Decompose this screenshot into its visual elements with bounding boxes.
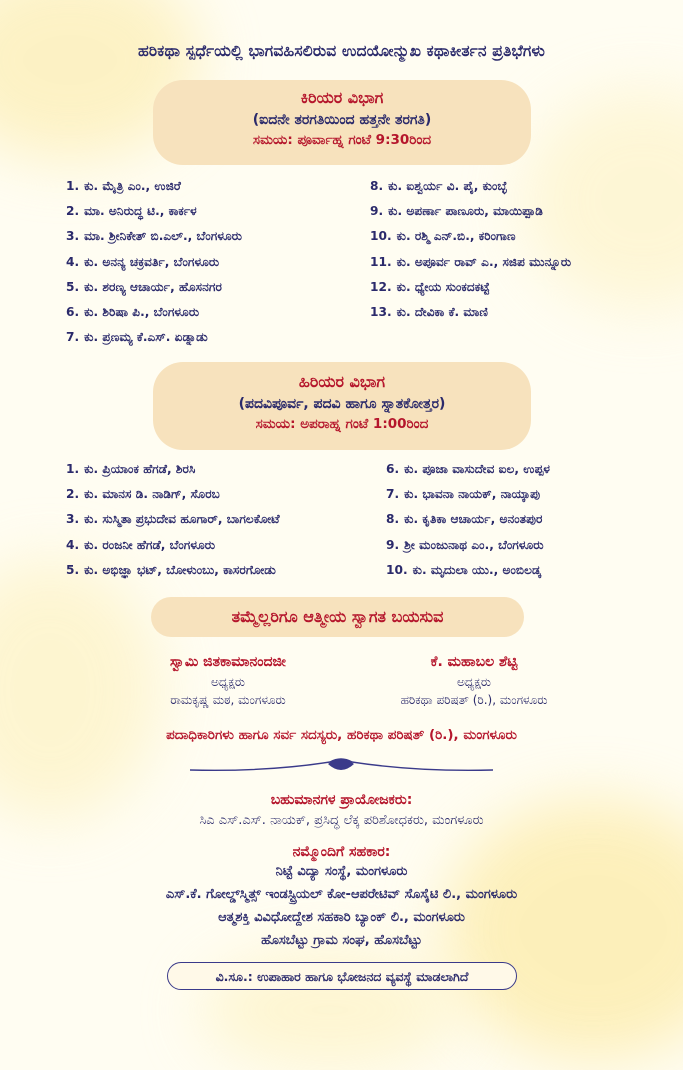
- page-title: ಹರಿಕಥಾ ಸ್ಪರ್ಧೆಯಲ್ಲಿ ಭಾಗವಹಿಸಲಿರುವ ಉದಯೋನ್ಮುಖ ಕಥಾಕೀರ್ತನ ಪ್ರತಿಭೆಗಳು: [137, 42, 546, 60]
- list-item: 7. ಕು. ಪ್ರಣಮ್ಯ ಕೆ.ಎಸ್. ಏಡ್ನಾಡು: [66, 330, 208, 345]
- sponsors-heading: ಬಹುಮಾನಗಳ ಪ್ರಾಯೋಜಕರು:: [270, 792, 413, 808]
- list-item: 11. ಕು. ಅಪೂರ್ವ ರಾವ್ ಎ., ಸಜಿಪ ಮುನ್ನೂರು: [370, 254, 572, 269]
- list-item: 10. ಕು. ಮೃದುಲಾ ಯು., ಅಂಬಿಲಡ್ಕ: [386, 562, 541, 577]
- list-item: 5. ಕು. ಶರಣ್ಯ ಆಚಾರ್ಯ, ಹೊಸನಗರ: [66, 279, 222, 294]
- list-item: 1. ಕು. ಪ್ರಿಯಾಂಕ ಹೆಗಡೆ, ಶಿರಸಿ: [66, 462, 196, 476]
- list-item: 7. ಕು. ಭಾವನಾ ನಾಯಕ್, ನಾಯ್ಕಾಪು: [386, 487, 541, 502]
- list-item: 6. ಕು. ಪೂಜಾ ವಾಸುದೇವ ಐಲ, ಉಪ್ಪಳ: [386, 462, 550, 476]
- list-item: 4. ಕು. ಅನನ್ಯ ಚಕ್ರವರ್ತಿ, ಬೆಂಗಳೂರು: [66, 254, 220, 269]
- junior-heading: ಕಿರಿಯರ ವಿಭಾಗ: [300, 88, 384, 107]
- ornamental-divider: [190, 752, 493, 782]
- senior-subheading: (ಪದವಿಪೂರ್ವ, ಪದವಿ ಹಾಗೂ ಸ್ನಾತಕೋತ್ತರ): [238, 396, 446, 412]
- list-item: 2. ಕು. ಮಾನಸ ಡಿ. ನಾಡಿಗ್, ಸೊರಬ: [66, 487, 220, 502]
- welcome-banner: ತಮ್ಮೆಲ್ಲರಿಗೂ ಆತ್ಮೀಯ ಸ್ವಾಗತ ಬಯಸುವ: [151, 597, 524, 637]
- support-heading: ನಮ್ಮೊಂದಿಗೆ ಸಹಕಾರ:: [292, 844, 391, 860]
- junior-section-header: [153, 80, 531, 165]
- president-role: ಅಧ್ಯಕ್ಷರು: [457, 675, 491, 689]
- background-wash: [443, 800, 683, 1060]
- junior-list-left: [66, 179, 242, 355]
- president-block: [356, 654, 592, 708]
- list-item: 5. ಕು. ಅಭಿಜ್ಞಾ ಭಟ್, ಬೋಳುಂಬು, ಕಾಸರಗೋಡು: [66, 562, 276, 577]
- list-item: 13. ಕು. ದೇವಿಕಾ ಕೆ. ಮಾಣಿ: [370, 304, 488, 319]
- support-line: ಎಸ್.ಕೆ. ಗೋಲ್ಡ್‌ಸ್ಮಿತ್ಸ್ ಇಂಡಸ್ಟ್ರಿಯಲ್ ಕೋ-ಆಪರೇಟಿವ್ ಸೊಸೈಟಿ ಲಿ., ಮಂಗಳೂರು: [165, 887, 518, 902]
- senior-list-left: [66, 462, 280, 588]
- office-bearers-line: ಪದಾಧಿಕಾರಿಗಳು ಹಾಗೂ ಸರ್ವ ಸದಸ್ಯರು, ಹರಿಕಥಾ ಪರಿಷತ್ (ರಿ.), ಮಂಗಳೂರು: [166, 727, 517, 743]
- president-block: [118, 654, 338, 708]
- junior-subheading: (ಐದನೇ ತರಗತಿಯಿಂದ ಹತ್ತನೇ ತರಗತಿ): [252, 112, 432, 128]
- president-role: ಅಧ್ಯಕ್ಷರು: [211, 675, 245, 689]
- president-name: ಕೆ. ಮಹಾಬಲ ಶೆಟ್ಟಿ: [430, 654, 518, 670]
- support-line: ಆತ್ಮಶಕ್ತಿ ವಿವಿಧೋದ್ದೇಶ ಸಹಕಾರಿ ಬ್ಯಾಂಕ್ ಲಿ., ಮಂಗಳೂರು: [218, 910, 465, 925]
- list-item: 9. ಶ್ರೀ ಮಂಜುನಾಥ ಎಂ., ಬೆಂಗಳೂರು: [386, 537, 544, 552]
- list-item: 6. ಕು. ಶಿರಿಷಾ ಪಿ., ಬೆಂಗಳೂರು: [66, 304, 200, 319]
- senior-section-header: [153, 362, 531, 450]
- support-line: ಹೊಸಬೆಟ್ಟು ಗ್ರಾಮ ಸಂಘ, ಹೊಸಬೆಟ್ಟು: [261, 933, 422, 948]
- senior-heading: ಹಿರಿಯರ ವಿಭಾಗ: [298, 372, 386, 391]
- list-item: 8. ಕು. ಐಶ್ವರ್ಯ ವಿ. ಪೈ, ಕುಂಬ್ಳೆ: [370, 179, 508, 193]
- president-org: ಹರಿಕಥಾ ಪರಿಷತ್ (ರಿ.), ಮಂಗಳೂರು: [400, 693, 548, 707]
- footnote-box: ವಿ.ಸೂ.: ಉಪಾಹಾರ ಹಾಗೂ ಭೋಜನದ ವ್ಯವಸ್ಥೆ ಮಾಡಲಾಗಿದೆ: [167, 962, 517, 990]
- junior-time: ಸಮಯ: ಪೂರ್ವಾಹ್ನ ಗಂಟೆ 9:30ರಿಂದ: [252, 132, 432, 148]
- list-item: 9. ಕು. ಅಪರ್ಣಾ ಪಾಣೂರು, ಮಾಯಿಪ್ಪಾಡಿ: [370, 204, 543, 219]
- support-line: ನಿಟ್ಟೆ ವಿದ್ಯಾ ಸಂಸ್ಥೆ, ಮಂಗಳೂರು: [275, 864, 408, 879]
- senior-time: ಸಮಯ: ಅಪರಾಹ್ನ ಗಂಟೆ 1:00ರಿಂದ: [255, 416, 429, 432]
- junior-list-right: [370, 179, 571, 330]
- list-item: 12. ಕು. ಧ್ಯೇಯ ಸುಂಕದಕಟ್ಟೆ: [370, 279, 490, 294]
- list-item: 8. ಕು. ಕೃತಿಕಾ ಆಚಾರ್ಯ, ಅನಂತಪುರ: [386, 512, 543, 527]
- list-item: 3. ಕು. ಸುಸ್ಮಿತಾ ಪ್ರಭುದೇವ ಹೂಗಾರ್, ಬಾಗಲಕೋಟೆ: [66, 512, 280, 527]
- list-item: 1. ಕು. ಮೈತ್ರಿ ಎಂ., ಉಜಿರೆ: [66, 179, 181, 193]
- list-item: 2. ಮಾ. ಅನಿರುದ್ಧ ಟಿ., ಕಾರ್ಕಳ: [66, 204, 197, 219]
- president-name: ಸ್ವಾಮಿ ಜಿತಕಾಮಾನಂದಜೀ: [170, 654, 286, 670]
- list-item: 4. ಕು. ರಂಜನೀ ಹೆಗಡೆ, ಬೆಂಗಳೂರು: [66, 537, 216, 552]
- sponsors-text: ಸಿಎ ಎಸ್.ಎಸ್. ನಾಯಕ್, ಪ್ರಸಿದ್ಧ ಲೆಕ್ಕ ಪರಿಶೋಧಕರು, ಮಂಗಳೂರು: [199, 813, 484, 828]
- senior-list-right: [386, 462, 550, 588]
- list-item: 3. ಮಾ. ಶ್ರೀನಿಕೇತ್ ಬಿ.ಎಲ್., ಬೆಂಗಳೂರು: [66, 229, 243, 244]
- president-org: ರಾಮಕೃಷ್ಣ ಮಠ, ಮಂಗಳೂರು: [170, 693, 286, 707]
- list-item: 10. ಕು. ರಶ್ಮಿ ಎನ್.ಬಿ., ಕರಿಂಗಾಣ: [370, 229, 516, 244]
